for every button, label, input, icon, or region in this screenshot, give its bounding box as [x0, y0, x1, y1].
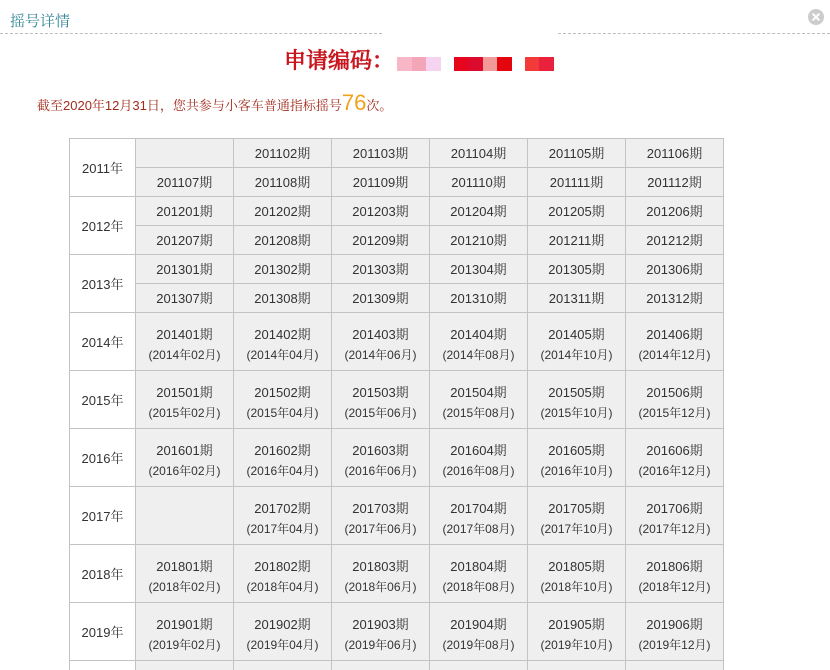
code-mosaic-block: [468, 57, 483, 71]
lottery-period-table: [69, 138, 724, 670]
period-label: 201106期: [646, 145, 703, 161]
period-label: 201405期: [548, 326, 605, 342]
period-date: (2018年02月): [148, 579, 221, 594]
participation-count: 76: [341, 90, 367, 115]
code-mosaic-block: [397, 57, 412, 71]
code-mosaic-block: [426, 57, 441, 71]
period-cell: [626, 168, 724, 197]
period-cell: [626, 545, 724, 603]
period-cell: [626, 255, 724, 284]
period-label: 201305期: [548, 261, 605, 277]
code-mosaic-block: [412, 57, 427, 71]
period-cell: [430, 487, 528, 545]
period-label: 201109期: [352, 174, 409, 190]
period-cell: [528, 371, 626, 429]
period-date: (2018年06月): [344, 579, 417, 594]
period-cell: [528, 139, 626, 168]
period-date: (2014年02月): [148, 347, 221, 362]
period-cell: [528, 313, 626, 371]
period-cell: [234, 487, 332, 545]
period-date: (2016年12月): [638, 463, 711, 478]
period-label: 201201期: [156, 203, 213, 219]
period-label: 201602期: [254, 442, 311, 458]
period-label: 201207期: [156, 232, 213, 248]
period-cell: [528, 487, 626, 545]
period-cell: [136, 429, 234, 487]
summary-suffix: 次。: [366, 98, 393, 113]
period-date: (2015年02月): [148, 405, 221, 420]
period-label: 201204期: [450, 203, 507, 219]
period-cell: [332, 197, 430, 226]
period-date: (2017年04月): [246, 521, 319, 536]
period-label: 201604期: [450, 442, 507, 458]
code-mosaic-group: [454, 57, 512, 71]
empty-period-cell: [136, 139, 234, 168]
period-label: 201606期: [646, 442, 703, 458]
period-label: 201502期: [254, 384, 311, 400]
period-label: 201312期: [646, 290, 703, 306]
period-cell: [332, 139, 430, 168]
period-label: 201308期: [254, 290, 311, 306]
period-cell: [136, 226, 234, 255]
period-date: (2019年08月): [442, 637, 515, 652]
year-label: 2015年: [70, 371, 136, 429]
period-date: (2019年06月): [344, 637, 417, 652]
period-cell: [626, 487, 724, 545]
period-cell: [136, 313, 234, 371]
period-label: 201803期: [352, 558, 409, 574]
period-cell: [332, 284, 430, 313]
code-mosaic-group: [397, 57, 441, 71]
period-date: (2019年10月): [540, 637, 613, 652]
period-cell: [626, 139, 724, 168]
period-date: (2018年12月): [638, 579, 711, 594]
period-cell: [528, 168, 626, 197]
period-label: 201406期: [646, 326, 703, 342]
period-date: (2016年06月): [344, 463, 417, 478]
code-mosaic-block: [483, 57, 498, 71]
period-label: 201806期: [646, 558, 703, 574]
period-date: (2018年10月): [540, 579, 613, 594]
period-cell: [430, 284, 528, 313]
period-label: 201706期: [646, 500, 703, 516]
period-label: 201804期: [450, 558, 507, 574]
period-cell: [332, 545, 430, 603]
period-label: 201605期: [548, 442, 605, 458]
period-label: 201301期: [156, 261, 213, 277]
year-label: 2016年: [70, 429, 136, 487]
period-label: 201209期: [352, 232, 409, 248]
dialog-title: 摇号详情: [10, 14, 71, 30]
period-date: (2014年12月): [638, 347, 711, 362]
period-label: 201103期: [352, 145, 409, 161]
close-icon[interactable]: [808, 9, 824, 25]
period-label: 201205期: [548, 203, 605, 219]
period-date: (2015年06月): [344, 405, 417, 420]
period-label: 201505期: [548, 384, 605, 400]
period-cell: [430, 139, 528, 168]
period-label: 201112期: [647, 174, 702, 190]
period-cell: [430, 226, 528, 255]
period-label: 201306期: [646, 261, 703, 277]
period-cell: [528, 545, 626, 603]
summary-prefix: 截至2020年12月31日，您共参与小客车普通指标摇号: [37, 98, 342, 113]
period-cell: [430, 371, 528, 429]
period-cell: [332, 487, 430, 545]
applicant-code-label: 申请编码：: [284, 48, 395, 73]
period-label: 201905期: [548, 616, 605, 632]
period-cell: [332, 255, 430, 284]
empty-period-cell: [136, 487, 234, 545]
period-label: 201304期: [450, 261, 507, 277]
period-date: (2016年08月): [442, 463, 515, 478]
period-label: 201903期: [352, 616, 409, 632]
period-label: 201403期: [352, 326, 409, 342]
period-label: 201108期: [254, 174, 311, 190]
period-cell: [430, 313, 528, 371]
year-label: 2014年: [70, 313, 136, 371]
period-label: 201307期: [156, 290, 213, 306]
code-mosaic-block: [539, 57, 554, 71]
period-cell: [332, 429, 430, 487]
period-cell: [528, 197, 626, 226]
period-label: 201703期: [352, 500, 409, 516]
period-date: (2014年04月): [246, 347, 319, 362]
period-date: (2014年08月): [442, 347, 515, 362]
period-date: (2019年02月): [148, 637, 221, 652]
partial-row-cell: [528, 661, 626, 670]
period-cell: [626, 284, 724, 313]
period-label: 201906期: [646, 616, 703, 632]
period-label: 201206期: [646, 203, 703, 219]
code-mosaic-block: [497, 57, 512, 71]
period-cell: [234, 284, 332, 313]
year-label: 2011年: [70, 139, 136, 197]
period-cell: [234, 255, 332, 284]
period-date: (2018年04月): [246, 579, 319, 594]
period-cell: [234, 226, 332, 255]
period-cell: [626, 313, 724, 371]
period-label: 201102期: [254, 145, 311, 161]
period-cell: [234, 313, 332, 371]
period-cell: [626, 197, 724, 226]
period-label: 201402期: [254, 326, 311, 342]
period-cell: [234, 429, 332, 487]
period-cell: [136, 284, 234, 313]
period-date: (2016年10月): [540, 463, 613, 478]
period-label: 201309期: [352, 290, 409, 306]
period-date: (2017年06月): [344, 521, 417, 536]
period-label: 201302期: [254, 261, 311, 277]
year-label: 2013年: [70, 255, 136, 313]
period-label: 201503期: [352, 384, 409, 400]
period-label: 201904期: [450, 616, 507, 632]
period-cell: [136, 545, 234, 603]
period-label: 201104期: [450, 145, 507, 161]
period-cell: [136, 255, 234, 284]
year-label: 2017年: [70, 487, 136, 545]
period-cell: [528, 429, 626, 487]
code-mosaic-block: [525, 57, 540, 71]
period-label: 201404期: [450, 326, 507, 342]
period-cell: [136, 197, 234, 226]
period-date: (2019年04月): [246, 637, 319, 652]
applicant-code-mosaic: [397, 57, 554, 71]
period-label: 201210期: [450, 232, 507, 248]
period-date: (2015年08月): [442, 405, 515, 420]
period-label: 201111期: [549, 174, 604, 190]
partial-row-cell: [70, 661, 136, 670]
period-date: (2019年12月): [638, 637, 711, 652]
partial-row-cell: [430, 661, 528, 670]
period-cell: [234, 603, 332, 661]
period-date: (2017年08月): [442, 521, 515, 536]
period-cell: [430, 545, 528, 603]
period-cell: [234, 139, 332, 168]
period-cell: [430, 168, 528, 197]
period-cell: [430, 603, 528, 661]
period-label: 201901期: [156, 616, 213, 632]
period-label: 201212期: [646, 232, 703, 248]
period-date: (2017年10月): [540, 521, 613, 536]
period-date: (2014年06月): [344, 347, 417, 362]
period-label: 201805期: [548, 558, 605, 574]
header-divider: [558, 33, 830, 34]
period-cell: [528, 226, 626, 255]
period-label: 201702期: [254, 500, 311, 516]
period-cell: [430, 197, 528, 226]
period-cell: [332, 226, 430, 255]
code-mosaic-block: [454, 57, 469, 71]
period-label: 201902期: [254, 616, 311, 632]
period-cell: [528, 603, 626, 661]
period-cell: [234, 545, 332, 603]
period-label: 201203期: [352, 203, 409, 219]
period-cell: [332, 603, 430, 661]
period-label: 201601期: [156, 442, 213, 458]
period-label: 201107期: [156, 174, 213, 190]
period-label: 201501期: [156, 384, 213, 400]
period-label: 201208期: [254, 232, 311, 248]
year-label: 2019年: [70, 603, 136, 661]
period-label: 201211期: [548, 232, 605, 248]
period-label: 201105期: [548, 145, 605, 161]
partial-row-cell: [136, 661, 234, 670]
participation-summary: [37, 89, 392, 120]
period-date: (2017年12月): [638, 521, 711, 536]
year-label: 2012年: [70, 197, 136, 255]
period-label: 201310期: [450, 290, 507, 306]
period-cell: [626, 371, 724, 429]
period-label: 201202期: [254, 203, 311, 219]
period-date: (2016年04月): [246, 463, 319, 478]
period-date: (2015年04月): [246, 405, 319, 420]
period-label: 201506期: [646, 384, 703, 400]
partial-row-cell: [332, 661, 430, 670]
period-cell: [528, 284, 626, 313]
period-label: 201704期: [450, 500, 507, 516]
period-cell: [234, 371, 332, 429]
period-date: (2015年12月): [638, 405, 711, 420]
period-label: 201110期: [451, 174, 506, 190]
period-date: (2015年10月): [540, 405, 613, 420]
period-cell: [528, 255, 626, 284]
period-cell: [626, 603, 724, 661]
period-cell: [234, 168, 332, 197]
partial-row-cell: [234, 661, 332, 670]
period-label: 201603期: [352, 442, 409, 458]
period-label: 201401期: [156, 326, 213, 342]
period-date: (2016年02月): [148, 463, 221, 478]
period-label: 201504期: [450, 384, 507, 400]
period-label: 201705期: [548, 500, 605, 516]
period-cell: [136, 168, 234, 197]
period-label: 201303期: [352, 261, 409, 277]
partial-row-cell: [626, 661, 724, 670]
period-cell: [136, 603, 234, 661]
code-mosaic-group: [525, 57, 554, 71]
period-label: 201802期: [254, 558, 311, 574]
year-label: 2018年: [70, 545, 136, 603]
header-divider: [0, 33, 382, 34]
period-cell: [332, 168, 430, 197]
period-label: 201801期: [156, 558, 213, 574]
period-cell: [430, 255, 528, 284]
period-cell: [234, 197, 332, 226]
period-cell: [136, 371, 234, 429]
period-cell: [626, 226, 724, 255]
period-cell: [332, 371, 430, 429]
period-cell: [332, 313, 430, 371]
period-date: (2018年08月): [442, 579, 515, 594]
period-date: (2014年10月): [540, 347, 613, 362]
period-cell: [626, 429, 724, 487]
period-label: 201311期: [548, 290, 605, 306]
period-cell: [430, 429, 528, 487]
